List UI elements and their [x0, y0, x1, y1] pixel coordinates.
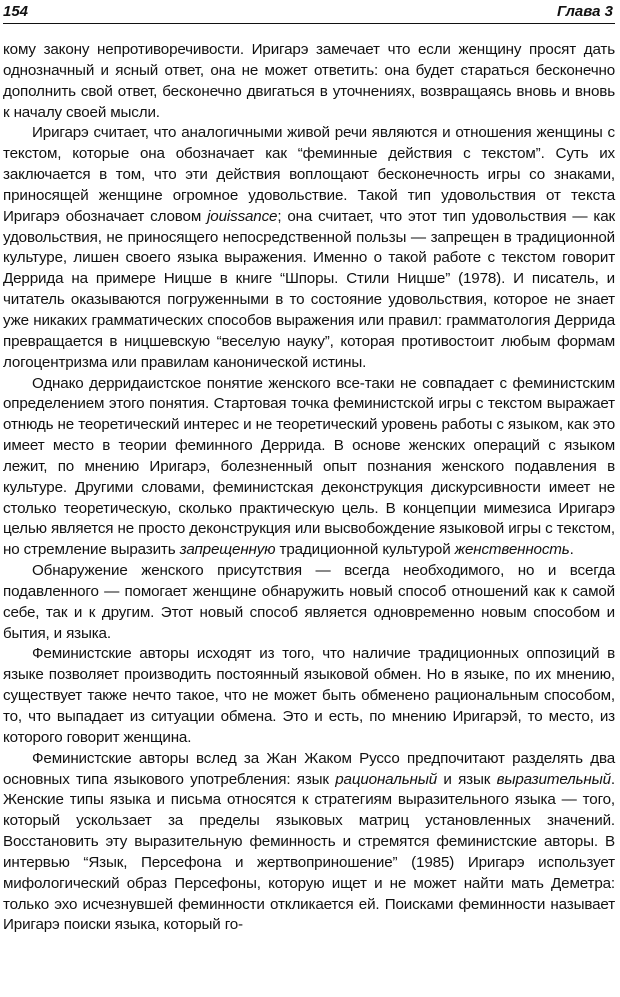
italic-text: рациональный: [335, 770, 438, 788]
text-run: Феминистские авторы исходят из того, что наличие традиционных оппозиций в языке позволяет производить постоянный языковой обмен. Но в языке, по их мнению, существует также нечто такое, что не может быть обменено рациональным способом, то, что выпадает из ситуации обмена. Это и есть, по мнению Иригарэй, то место, из которого говорит женщина.: [3, 645, 615, 746]
text-run: Однако дерридаистское понятие женского все-таки не совпадает с феминистским определением этого понятия. Стартовая точка феминистской игры с текстом выражает отнюдь не теоретический интерес и не теоретический уровень работы с языком, как это имеет место в теории феминного Деррида. В основе женских операций с языком лежит, по мнению Иригарэ, болезненный опыт познания женского подавления в культуре. Другими словами, феминистская деконструкция дискурсивности имеет не столько теоретическую, сколько практическую цель. В концепции мимезиса Иригарэ целью является не просто деконструкция или высвобождение языковой игры с текстом, но стремление выразить: [3, 374, 615, 559]
chapter-label: Глава 3: [556, 3, 613, 20]
page-number: 154: [3, 3, 29, 20]
text-run: ; она считает, что этот тип удовольствия — как удовольствия, не приносящего непосредственной пользы — запрещен в традиционной культуре, лишен своего языка выражения. Именно о такой работе с текстом говорит Деррида на примере Ницше в книге “Шпоры. Стили Ницше” (1978). И писатель, и читатель оказываются погруженными в то состояние удовольствия, которое не знает уже никаких грамматических способов выражения или правил: грамматология Деррида превращается в ницшевскую “веселую науку”, которая противостоит любым формам логоцентризма или правилам канонической истины.: [3, 207, 615, 371]
text-run: и язык: [437, 770, 497, 788]
body-text: [3, 40, 615, 936]
text-run: традиционной культурой: [275, 541, 455, 559]
italic-text: выразительный: [496, 770, 611, 788]
paragraph: [3, 749, 615, 937]
text-run: . Женские типы языка и письма относятся к стратегиям выразительного языка — того, который ускользает за пределы языковых матриц установленных значений. Восстановить эту выразительную феминность и стремятся феминистские авторы. В интервью “Язык, Персефона и жертвоприношение” (1985) Иригарэ использует мифологический образ Персефоны, которую ищет и не может найти мать Деметра: только эхо исчезнувшей феминности откликается ей. Поисками феминности называет Иригарэ поиски языка, который го-: [3, 770, 615, 934]
running-head: [3, 2, 615, 24]
text-run: Феминистские авторы вслед за Жан Жаком Руссо предпочитают разделять два основных типа языкового употребления: язык: [3, 749, 615, 788]
paragraph: [3, 561, 615, 644]
text-run: Обнаружение женского присутствия — всегда необходимого, но и всегда подавленного — помогает женщине обнаружить новый способ отношений как к самой себе, так и к другим. Этот новый способ является одновременно новым способом и бытия, и языка.: [3, 562, 615, 642]
book-page: [3, 0, 615, 997]
italic-text: запрещенную: [179, 541, 276, 559]
paragraph: [3, 123, 615, 373]
paragraph: [3, 644, 615, 748]
text-run: .: [569, 541, 574, 559]
paragraph: [3, 40, 615, 123]
text-run: кому закону непротиворечивости. Иригарэ замечает что если женщину просят дать однозначный и ясный ответ, она не может ответить: она будет стараться бесконечно дополнить свой ответ, бесконечно двигаться в уточнениях, возвращаясь вновь и вновь к началу своей мысли.: [3, 41, 615, 121]
header-rule: [3, 23, 615, 24]
italic-text: женственность: [454, 541, 570, 559]
text-run: Иригарэ считает, что аналогичными живой речи являются и отношения женщины с текстом, которые она обозначает как “феминные действия с текстом”. Суть их заключается в том, что эти действия воплощают бесконечность игры со знаками, приносящей женщине огромное удовольствие. Такой тип удовольствия от текста Иригарэ обозначает словом: [3, 124, 615, 225]
italic-text: jouissance: [207, 207, 278, 225]
paragraph: [3, 374, 615, 562]
